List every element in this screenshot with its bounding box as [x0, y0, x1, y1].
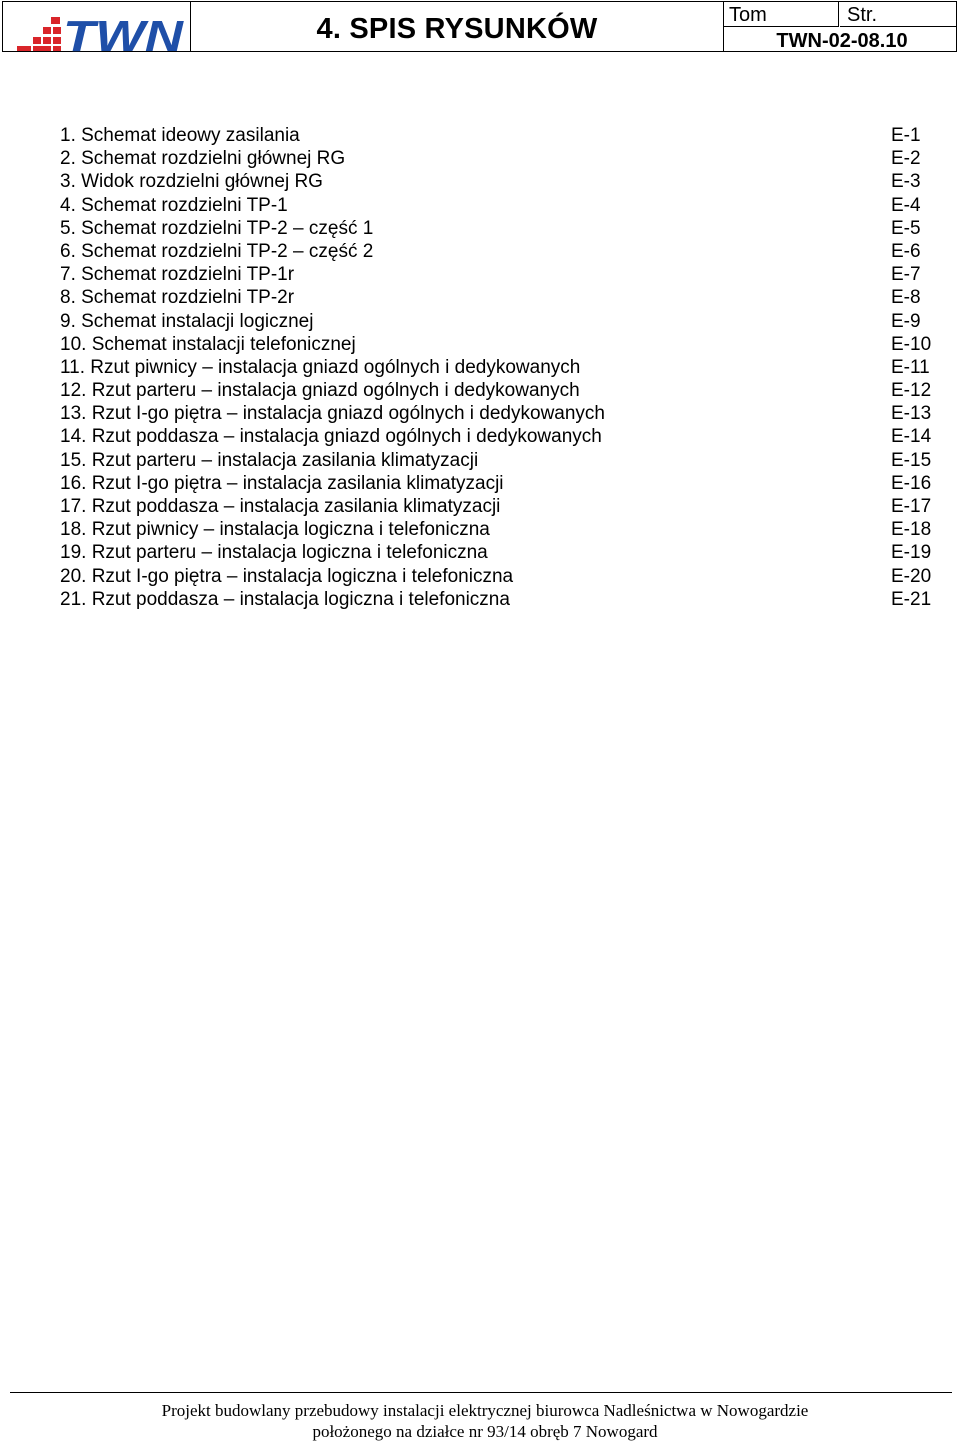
footer-line-1: Projekt budowlany przebudowy instalacji elektrycznej biurowca Nadleśnictwa w Nowogardzie [161, 1401, 809, 1420]
list-item [60, 379, 940, 402]
twn-logo [13, 10, 185, 52]
figure-code: E-2 [891, 148, 921, 170]
list-item [60, 333, 940, 356]
page-title: 4. SPIS RYSUNKÓW [316, 13, 598, 45]
figure-code: E-5 [891, 217, 921, 239]
list-item [60, 565, 940, 588]
figure-label: 9. Schemat instalacji logicznej [60, 310, 314, 332]
figure-label: 13. Rzut I-go piętra – instalacja gniazd ogólnych i dedykowanych [60, 403, 605, 425]
logo-red-blocks [17, 17, 61, 51]
figure-code: E-17 [891, 496, 932, 517]
list-item [60, 588, 940, 611]
figure-list [60, 124, 940, 611]
figure-label: 15. Rzut parteru – instalacja zasilania klimatyzacji [60, 449, 479, 471]
figure-code: E-20 [891, 565, 932, 587]
figure-label: 12. Rzut parteru – instalacja gniazd ogólnych i dedykowanych [60, 380, 580, 402]
figure-code: E-13 [891, 403, 932, 425]
figure-label: 10. Schemat instalacji telefonicznej [60, 333, 356, 355]
figure-code: E-12 [891, 380, 932, 402]
figure-code: E-14 [891, 426, 932, 448]
figure-label: 11. Rzut piwnicy – instalacja gniazd ogólnych i dedykowanych [60, 356, 581, 378]
figure-code: E-7 [891, 264, 921, 286]
footer-line-2: położonego na działce nr 93/14 obręb 7 Nowogard [312, 1422, 658, 1441]
logo-text: TWN [63, 12, 185, 52]
list-item [60, 449, 940, 472]
figure-code: E-16 [891, 472, 932, 494]
figure-label: 1. Schemat ideowy zasilania [60, 125, 300, 146]
list-item [60, 124, 940, 147]
figure-code: E-19 [891, 542, 932, 564]
list-item [60, 286, 940, 309]
str-label: Str. [840, 2, 956, 27]
figure-code: E-3 [891, 171, 921, 193]
list-item [60, 495, 940, 518]
figure-code: E-15 [891, 449, 932, 471]
figure-label: 18. Rzut piwnicy – instalacja logiczna i telefoniczna [60, 519, 490, 541]
document-header [2, 1, 957, 52]
footer-divider [10, 1392, 952, 1393]
figure-code: E-10 [891, 333, 932, 355]
figure-code: E-6 [891, 240, 921, 262]
list-item [60, 518, 940, 541]
figure-label: 8. Schemat rozdzielni TP-2r [60, 287, 295, 309]
list-item [60, 425, 940, 448]
tom-label: Tom [724, 2, 839, 27]
figure-label: 17. Rzut poddasza – instalacja zasilania klimatyzacji [60, 496, 501, 517]
figure-label: 19. Rzut parteru – instalacja logiczna i telefoniczna [60, 542, 488, 564]
figure-code: E-8 [891, 287, 921, 309]
list-item [60, 472, 940, 495]
figure-label: 3. Widok rozdzielni głównej RG [60, 171, 323, 193]
figure-label: 21. Rzut poddasza – instalacja logiczna i telefoniczna [60, 588, 510, 610]
list-item [60, 147, 940, 170]
figure-code: E-18 [891, 519, 932, 541]
list-item [60, 194, 940, 217]
figure-code: E-11 [891, 356, 930, 378]
list-item [60, 263, 940, 286]
list-item [60, 541, 940, 564]
figure-label: 4. Schemat rozdzielni TP-1 [60, 194, 288, 216]
figure-label: 16. Rzut I-go piętra – instalacja zasilania klimatyzacji [60, 472, 504, 494]
list-item [60, 310, 940, 333]
figure-label: 5. Schemat rozdzielni TP-2 – część 1 [60, 217, 374, 239]
list-item [60, 170, 940, 193]
figure-label: 20. Rzut I-go piętra – instalacja logiczna i telefoniczna [60, 565, 514, 587]
document-footer [0, 1400, 960, 1442]
figure-code: E-4 [891, 194, 921, 216]
title-cell [191, 2, 724, 51]
figure-code: E-1 [891, 125, 921, 146]
figure-label: 14. Rzut poddasza – instalacja gniazd ogólnych i dedykowanych [60, 426, 602, 448]
list-item [60, 240, 940, 263]
header-meta [724, 2, 956, 51]
logo-cell [3, 2, 191, 51]
list-item [60, 356, 940, 379]
figure-code: E-9 [891, 310, 921, 332]
document-code: TWN-02-08.10 [776, 30, 908, 52]
list-item [60, 402, 940, 425]
figure-label: 2. Schemat rozdzielni głównej RG [60, 148, 346, 170]
figure-code: E-21 [891, 588, 932, 610]
figure-label: 7. Schemat rozdzielni TP-1r [60, 264, 295, 286]
list-item [60, 217, 940, 240]
figure-label: 6. Schemat rozdzielni TP-2 – część 2 [60, 240, 374, 262]
